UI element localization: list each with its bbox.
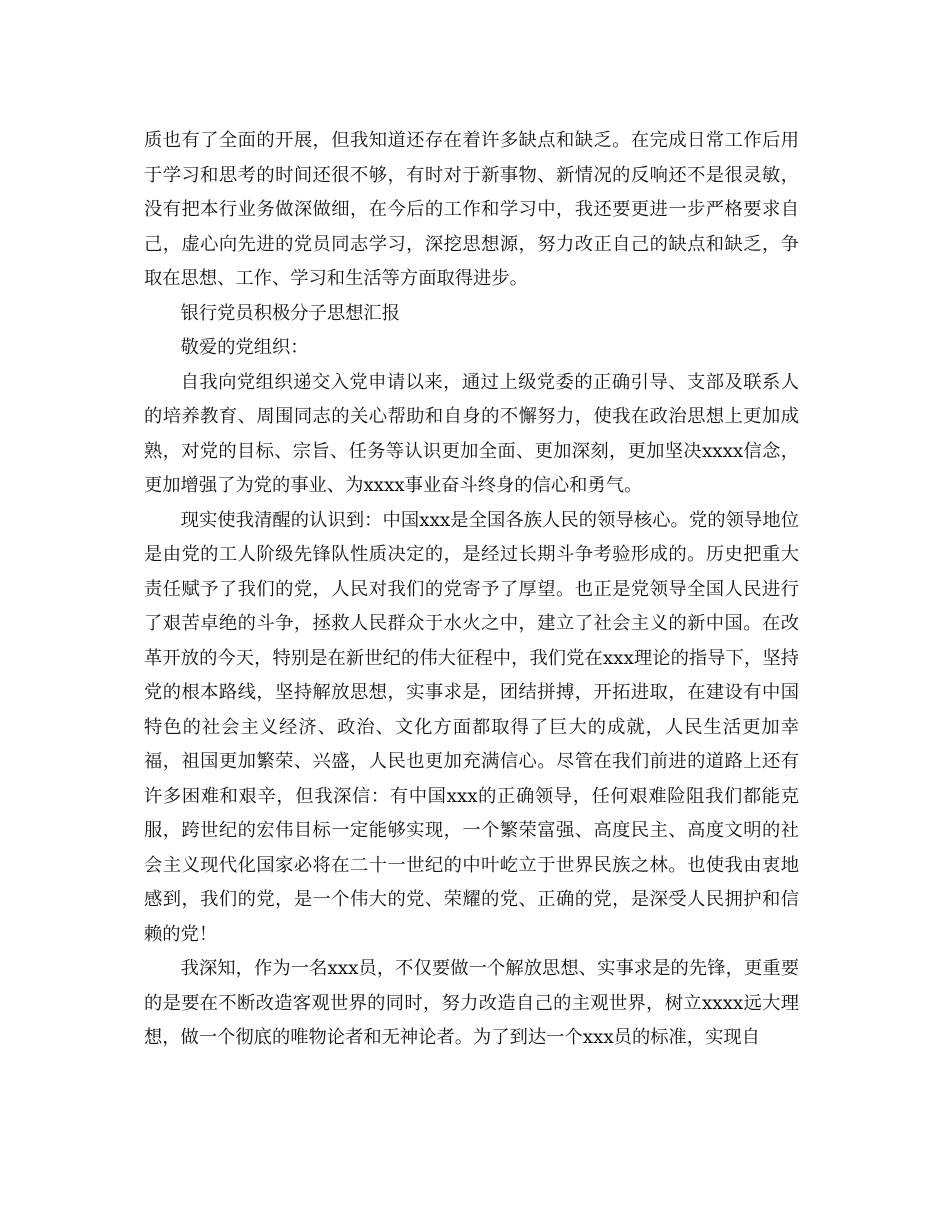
paragraph: 现实使我清醒的认识到：中国xxx是全国各族人民的领导核心。党的领导地位是由党的工人阶级先锋队性质决定的，是经过长期斗争考验形成的。历史把重大责任赋予了我们的党，人民对我们的党寄予了厚望。也正是党领导全国人民进行了艰苦卓绝的斗争，拯救人民群众于水火之中，建立了社会主义的新中国。在改革开放的今天，特别是在新世纪的伟大征程中，我们党在xxx理论的指导下，坚持党的根本路线，坚持解放思想，实事求是，团结拼搏，开拓进取，在建设有中国特色的社会主义经济、政治、文化方面都取得了巨大的成就，人民生活更加幸福，祖国更加繁荣、兴盛，人民也更加充满信心。尽管在我们前进的道路上还有许多困难和艰辛，但我深信：有中国xxx的正确领导，任何艰难险阻我们都能克服，跨世纪的宏伟目标一定能够实现，一个繁荣富强、高度民主、高度文明的社会主义现代化国家必将在二十一世纪的中叶屹立于世界民族之林。也使我由衷地感到，我们的党，是一个伟大的党、荣耀的党、正确的党，是深受人民拥护和信赖的党！ <box>144 509 799 945</box>
report-title: 银行党员积极分子思想汇报 <box>180 302 400 324</box>
salutation: 敬爱的党组织： <box>180 337 309 358</box>
paragraph: 自我向党组织递交入党申请以来，通过上级党委的正确引导、支部及联系人的培养教育、周围同志的关心帮助和自身的不懈努力，使我在政治思想上更加成熟，对党的目标、宗旨、任务等认识更加全面、更加深刻，更加坚决xxxx信念，更加增强了为党的事业、为xxxx事业奋斗终身的信心和勇气。 <box>144 371 799 496</box>
paragraph-continuation: 质也有了全面的开展，但我知道还存在着许多缺点和缺乏。在完成日常工作后用于学习和思考的时间还很不够，有时对于新事物、新情况的反响还不是很灵敏，没有把本行业务做深做细，在今后的工作和学习中，我还要更进一步严格要求自己，虚心向先进的党员同志学习，深挖思想源，努力改正自己的缺点和缺乏，争取在思想、工作、学习和生活等方面取得进步。 <box>144 130 799 289</box>
document-body <box>144 124 799 1056</box>
paragraph: 我深知，作为一名xxx员，不仅要做一个解放思想、实事求是的先锋，更重要的是要在不断改造客观世界的同时，努力改造自己的主观世界，树立xxxx远大理想，做一个彻底的唯物论者和无神论者。为了到达一个xxx员的标准，实现自 <box>144 958 799 1048</box>
